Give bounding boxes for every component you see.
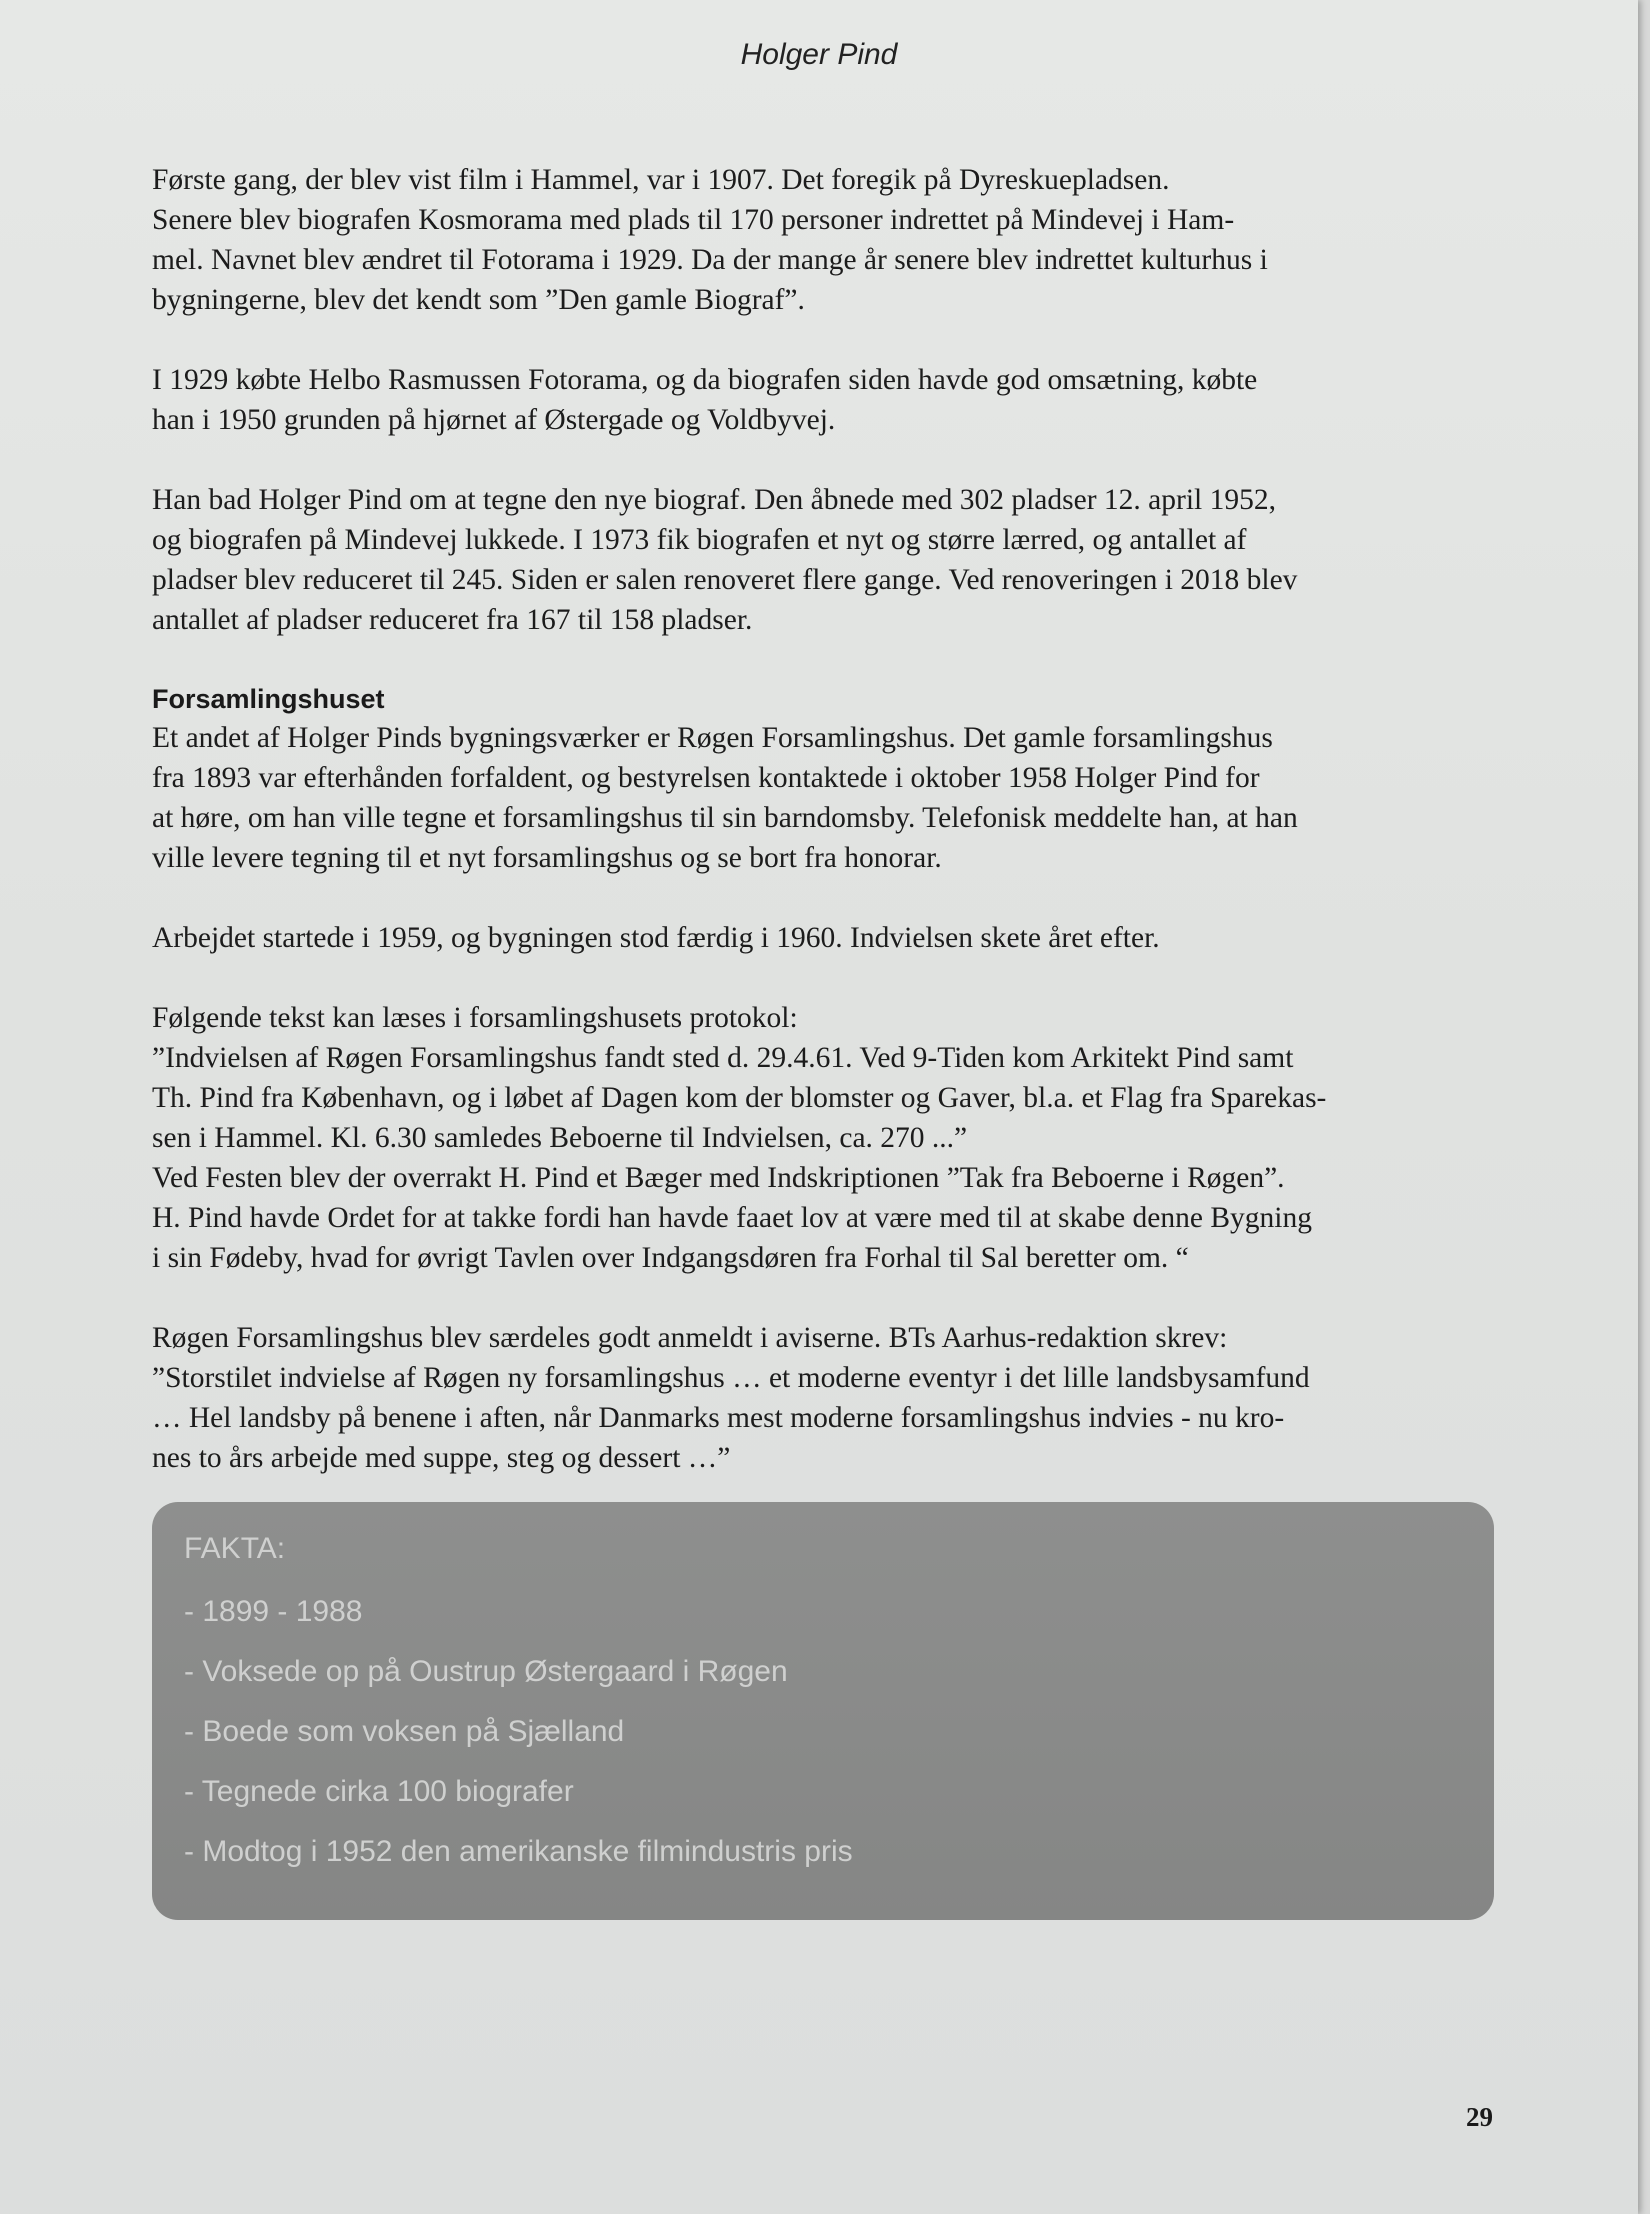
text-line: han i 1950 grunden på hjørnet af Østergade og Voldbyvej. (152, 404, 836, 436)
paragraph-construction (152, 918, 1486, 958)
text-line: ville levere tegning til et nyt forsamlingshus og se bort fra honorar. (152, 842, 942, 874)
text-line: Han bad Holger Pind om at tegne den nye biograf. Den åbnede med 302 pladser 12. april 1952, (152, 484, 1276, 516)
fakta-box (152, 1502, 1494, 1920)
text-line: at høre, om han ville tegne et forsamlingshus til sin barndomsby. Telefonisk meddelte han, at han (152, 802, 1298, 834)
text-line: I 1929 købte Helbo Rasmussen Fotorama, og da biografen siden havde god omsætning, købte (152, 364, 1258, 396)
text-line: sen i Hammel. Kl. 6.30 samledes Beboerne til Indvielsen, ca. 270 ...” (152, 1122, 968, 1154)
fakta-item: - Voksede op på Oustrup Østergaard i Røgen (184, 1655, 788, 1688)
text-line: pladser blev reduceret til 245. Siden er salen renoveret flere gange. Ved renoveringen i 2018 blev (152, 564, 1298, 596)
section-heading: Forsamlingshuset (152, 684, 385, 714)
paragraph-protocol-quote (152, 998, 1486, 1278)
text-line: Følgende tekst kan læses i forsamlingshusets protokol: (152, 1002, 798, 1034)
fakta-item: - Boede som voksen på Sjælland (184, 1715, 625, 1748)
fakta-item: - Tegnede cirka 100 biografer (184, 1775, 574, 1808)
page-number: 29 (1466, 2102, 1493, 2132)
text-line: Th. Pind fra København, og i løbet af Dagen kom der blomster og Gaver, bl.a. et Flag fra Sparekas- (152, 1082, 1327, 1114)
text-line: nes to års arbejde med suppe, steg og dessert …” (152, 1442, 731, 1474)
text-line: H. Pind havde Ordet for at takke fordi han havde faaet lov at være med til at skabe denne Bygning (152, 1202, 1312, 1234)
fakta-title: FAKTA: (184, 1532, 286, 1565)
page-body (152, 160, 1486, 1478)
text-line: ”Storstilet indvielse af Røgen ny forsamlingshus … et moderne eventyr i det lille landsbysamfund (152, 1362, 1310, 1394)
paragraph-first-film (152, 160, 1486, 320)
text-line: i sin Fødeby, hvad for øvrigt Tavlen over Indgangsdøren fra Forhal til Sal beretter om. “ (152, 1242, 1189, 1274)
fakta-item: - 1899 - 1988 (184, 1595, 363, 1628)
running-head: Holger Pind (740, 38, 898, 71)
paragraph-helbo-rasmussen (152, 360, 1486, 440)
text-line: Arbejdet startede i 1959, og bygningen stod færdig i 1960. Indvielsen skete året efter. (152, 922, 1160, 954)
text-line: mel. Navnet blev ændret til Fotorama i 1929. Da der mange år senere blev indrettet kulturhus i (152, 244, 1268, 276)
text-line: bygningerne, blev det kendt som ”Den gamle Biograf”. (152, 284, 805, 316)
text-line: ”Indvielsen af Røgen Forsamlingshus fandt sted d. 29.4.61. Ved 9-Tiden kom Arkitekt Pind samt (152, 1042, 1294, 1074)
fakta-list (184, 1594, 853, 1894)
paragraph-assembly-hall (152, 718, 1486, 878)
text-line: Ved Festen blev der overrakt H. Pind et Bæger med Indskriptionen ”Tak fra Beboerne i Røgen”. (152, 1162, 1285, 1194)
text-line: og biografen på Mindevej lukkede. I 1973 fik biografen et nyt og større lærred, og antallet af (152, 524, 1247, 556)
text-line: Røgen Forsamlingshus blev særdeles godt anmeldt i aviserne. BTs Aarhus-redaktion skrev: (152, 1322, 1228, 1354)
text-line: Senere blev biografen Kosmorama med plads til 170 personer indrettet på Mindevej i Ham- (152, 204, 1235, 236)
text-line: Et andet af Holger Pinds bygningsværker er Røgen Forsamlingshus. Det gamle forsamlingshus (152, 722, 1273, 754)
text-line: antallet af pladser reduceret fra 167 til 158 pladser. (152, 604, 753, 636)
text-line: Første gang, der blev vist film i Hammel, var i 1907. Det foregik på Dyreskuepladsen. (152, 164, 1170, 196)
text-line: fra 1893 var efterhånden forfaldent, og bestyrelsen kontaktede i oktober 1958 Holger Pind for (152, 762, 1260, 794)
paragraph-new-cinema (152, 480, 1486, 640)
fakta-item: - Modtog i 1952 den amerikanske filmindustris pris (184, 1835, 853, 1868)
paragraph-press-review (152, 1318, 1486, 1478)
text-line: … Hel landsby på benene i aften, når Danmarks mest moderne forsamlingshus indvies - nu kro- (152, 1402, 1285, 1434)
